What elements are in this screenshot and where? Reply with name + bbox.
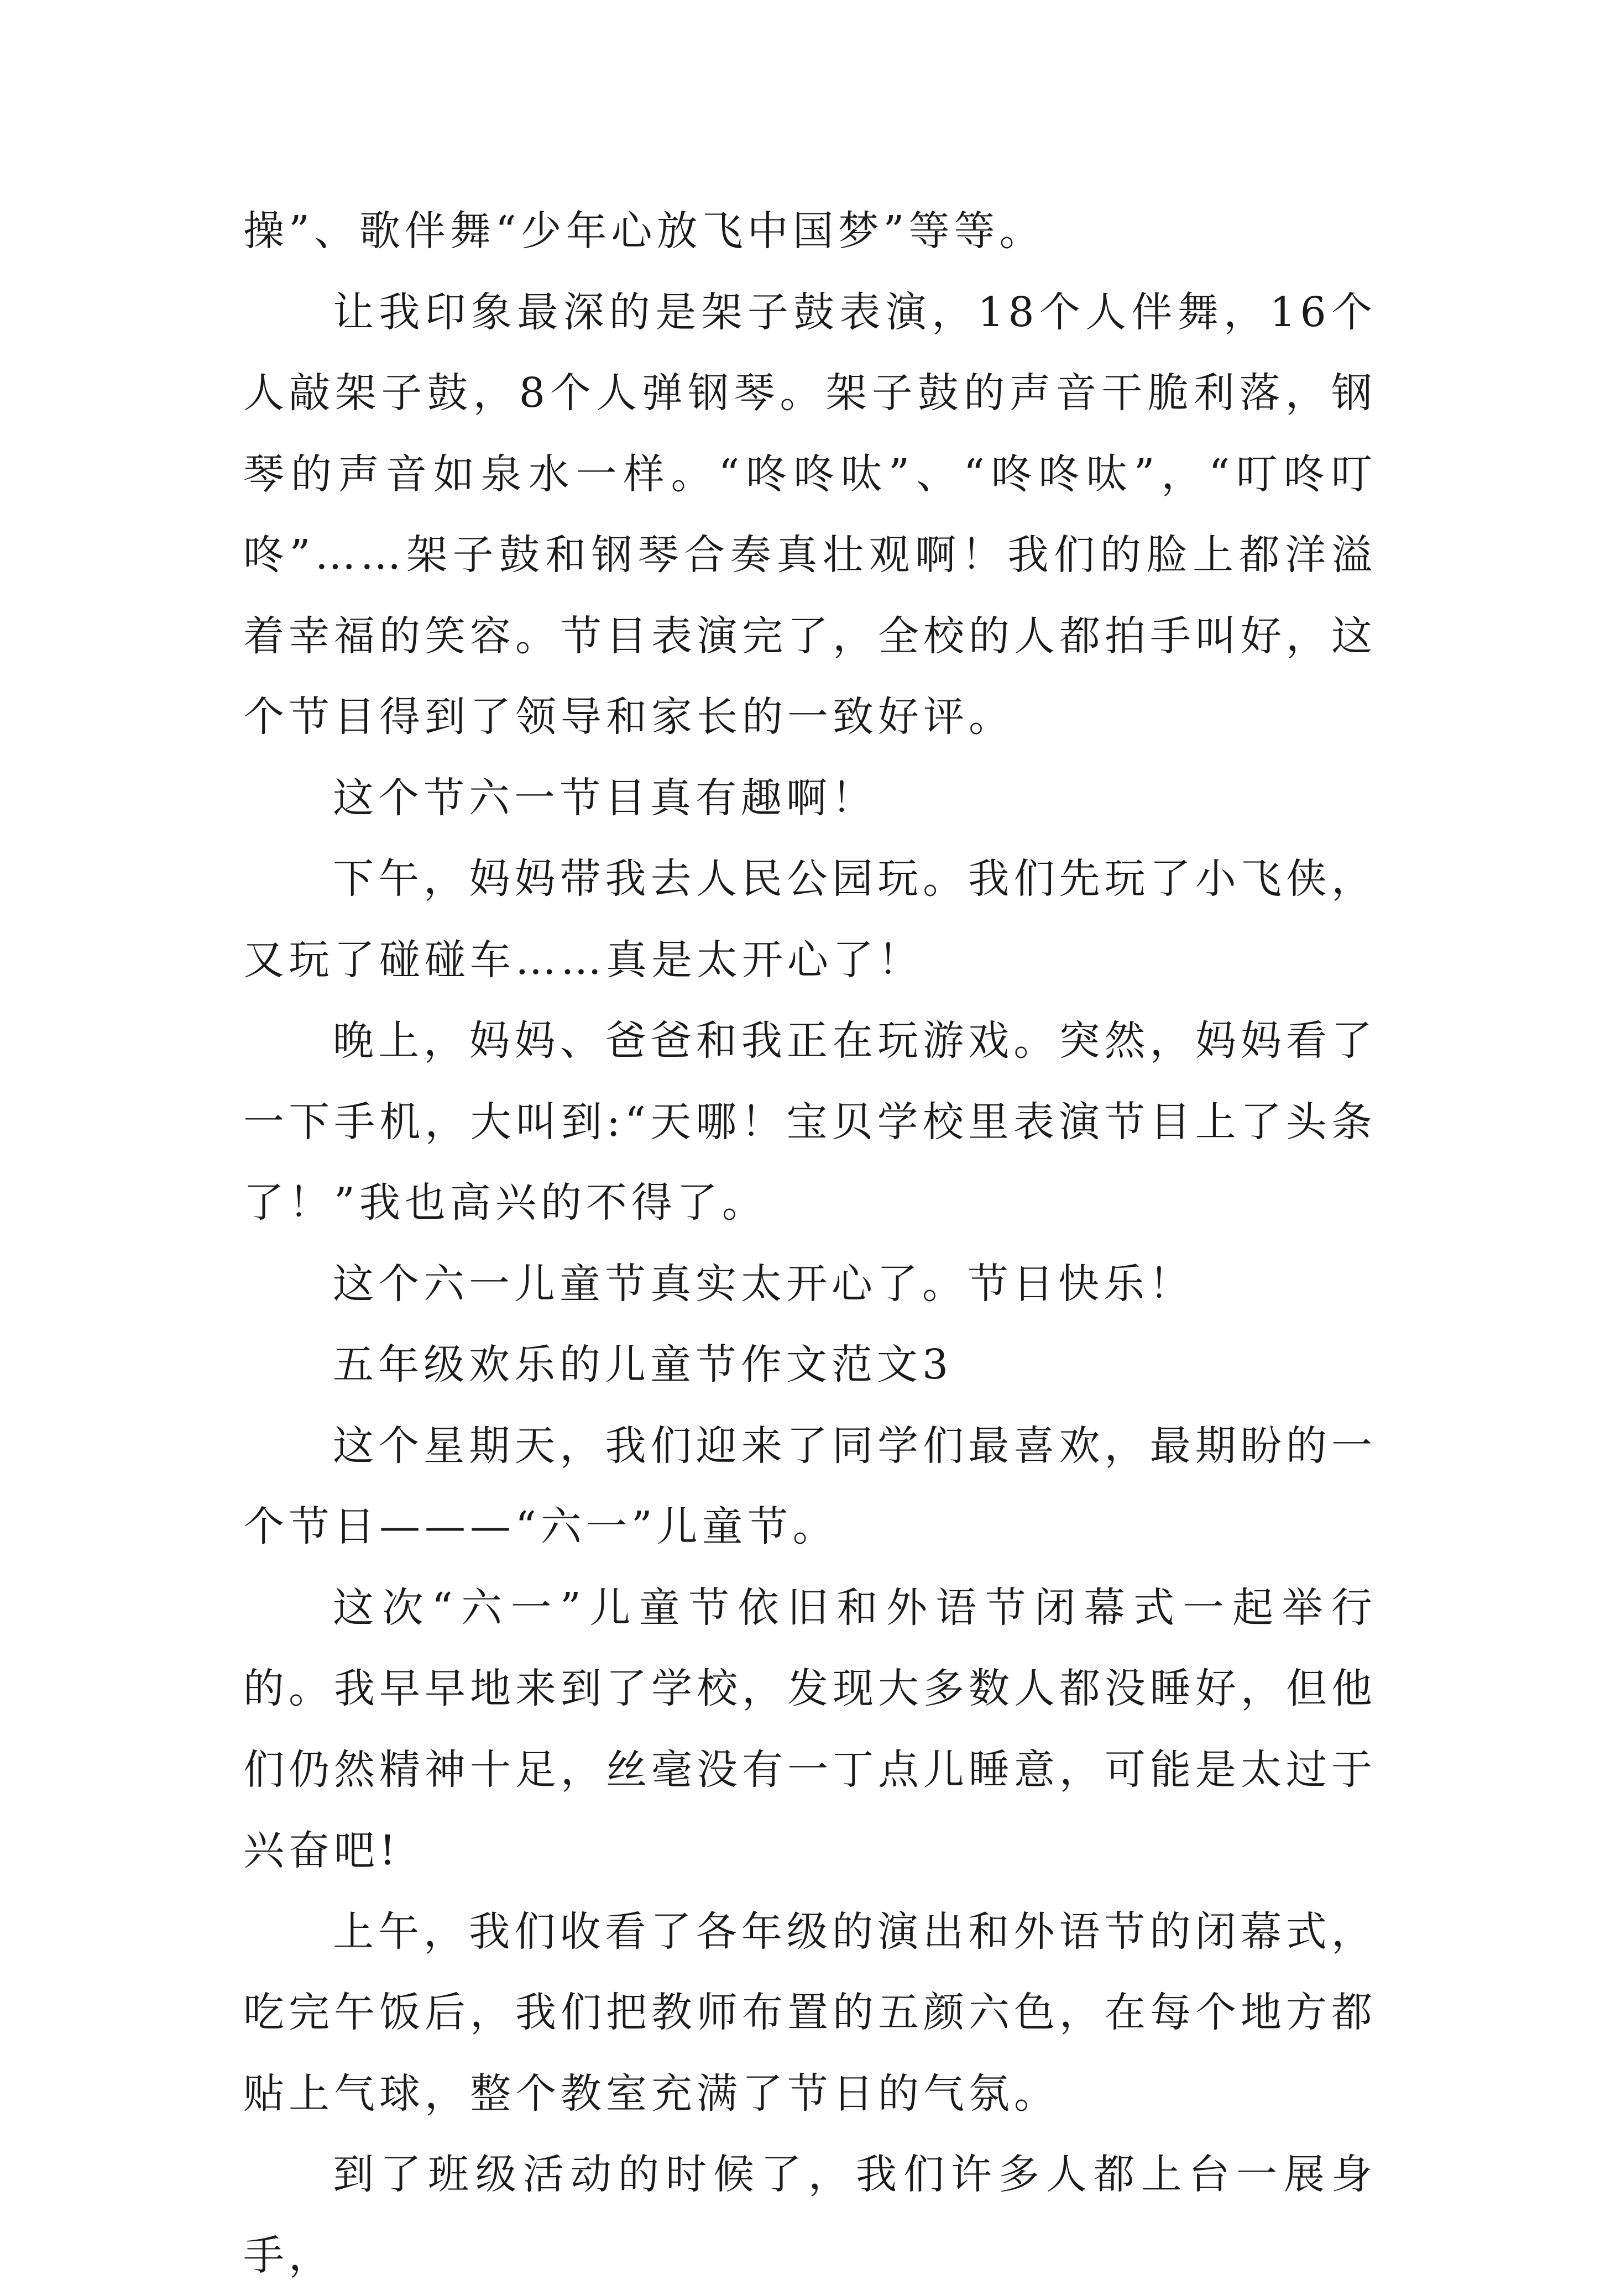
section-heading: 五年级欢乐的儿童节作文范文3 xyxy=(333,1341,953,1388)
paragraph: 到了班级活动的时候了，我们许多人都上台一展身手， xyxy=(243,2151,1377,2279)
paragraph: 这个星期天，我们迎来了同学们最喜欢，最期盼的一个节日———“六一”儿童节。 xyxy=(243,1422,1377,1550)
paragraph: 下午，妈妈带我去人民公园玩。我们先玩了小飞侠，又玩了碰碰车……真是太开心了！ xyxy=(243,855,1377,984)
paragraph: 这个六一儿童节真实太开心了。节日快乐！ xyxy=(333,1260,1194,1308)
paragraph-continuation: 操”、歌伴舞“少年心放飞中国梦”等等。 xyxy=(243,207,1045,255)
paragraph: 上午，我们收看了各年级的演出和外语节的闭幕式，吃完午饭后，我们把教师布置的五颜六色，在每个地方都贴上气球，整个教室充满了节日的气氛。 xyxy=(243,1907,1377,2117)
paragraph: 这个节六一节目真有趣啊！ xyxy=(333,774,877,822)
paragraph: 让我印象最深的是架子鼓表演，18个人伴舞，16个人敲架子鼓，8个人弹钢琴。架子鼓的声音干脆利落，钢琴的声音如泉水一样。“咚咚呔”、“咚咚呔”，“叮咚叮咚”……架子鼓和钢琴合奏真壮观啊！我们的脸上都洋溢着幸福的笑容。节目表演完了，全校的人都拍手叫好，这个节目得到了领导和家长的一致好评。 xyxy=(243,288,1377,741)
paragraph: 晚上，妈妈、爸爸和我正在玩游戏。突然，妈妈看了一下手机，大叫到:“天哪！宝贝学校里表演节目上了头条了！”我也高兴的不得了。 xyxy=(243,1017,1377,1226)
document-body xyxy=(243,191,1377,2296)
paragraph: 这次“六一”儿童节依旧和外语节闭幕式一起举行的。我早早地来到了学校，发现大多数人都没睡好，但他们仍然精神十足，丝毫没有一丁点儿睡意，可能是太过于兴奋吧! xyxy=(243,1584,1377,1874)
